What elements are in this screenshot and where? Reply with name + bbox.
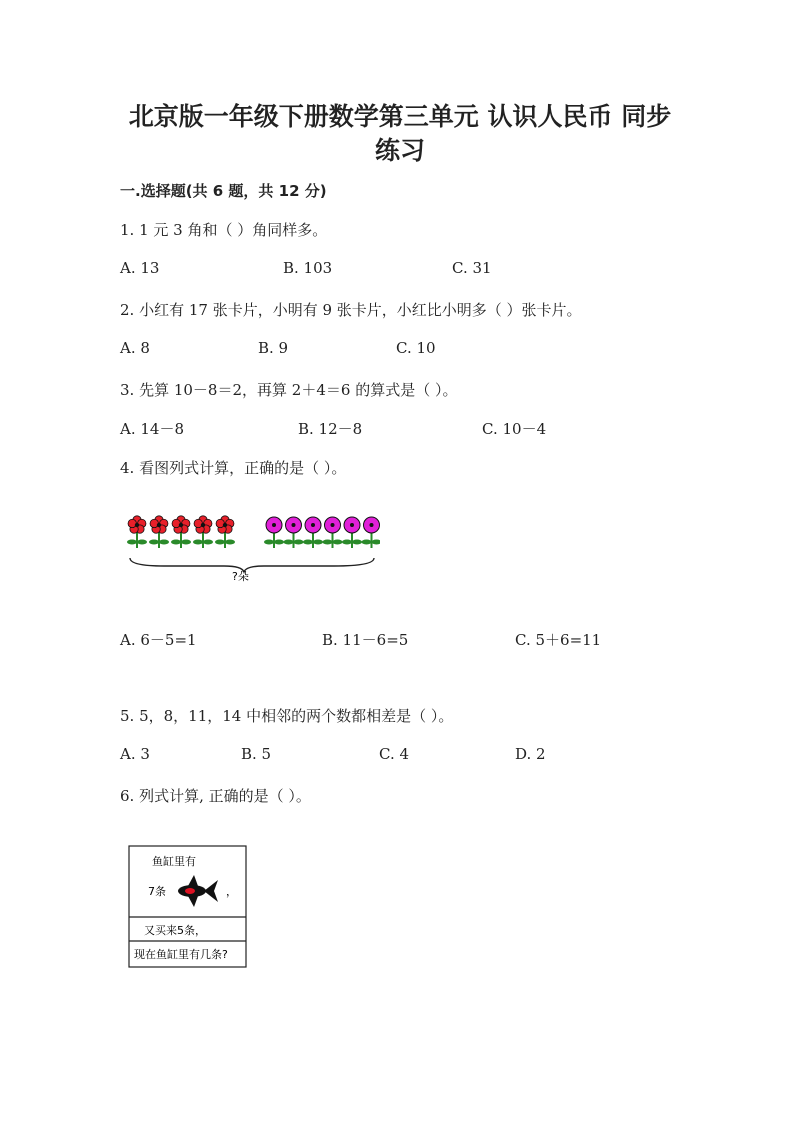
question-3-option-b[interactable]: B. 12－8	[298, 420, 363, 438]
card-line-2-prefix: 7条	[148, 885, 166, 898]
question-3-option-a[interactable]: A. 14－8	[120, 420, 184, 438]
question-3-option-c[interactable]: C. 10－4	[482, 420, 547, 438]
purple-flower	[284, 517, 304, 548]
flower-picture	[124, 512, 380, 590]
question-5-option-d[interactable]: D. 2	[515, 745, 546, 763]
question-2-option-a[interactable]: A. 8	[120, 339, 150, 357]
purple-flower	[342, 517, 362, 548]
question-1-stem: 1. 1 元 3 角和（ ）角同样多。	[120, 221, 328, 239]
purple-flower	[362, 517, 381, 548]
brace-label: ?朵	[232, 570, 249, 583]
card-line-4: 现在鱼缸里有几条?	[134, 948, 228, 961]
question-3-stem: 3. 先算 10－8＝2，再算 2＋4＝6 的算式是（ ）。	[120, 381, 458, 399]
question-4-stem: 4. 看图列式计算，正确的是（ ）。	[120, 459, 347, 477]
question-4-option-b[interactable]: B. 11－6=5	[322, 631, 409, 649]
red-flower	[171, 516, 191, 548]
red-flower	[215, 516, 235, 548]
red-flower	[127, 516, 147, 548]
card-line-3: 又买来5条，	[144, 924, 206, 937]
red-flower	[193, 516, 213, 548]
question-5-option-b[interactable]: B. 5	[241, 745, 272, 763]
question-1-option-a[interactable]: A. 13	[120, 259, 160, 277]
question-2-option-b[interactable]: B. 9	[258, 339, 289, 357]
question-1-option-c[interactable]: C. 31	[452, 259, 492, 277]
purple-flower	[323, 517, 343, 548]
question-4-option-c[interactable]: C. 5＋6=11	[515, 631, 602, 649]
page-title-line-1: 北京版一年级下册数学第三单元 认识人民币 同步	[128, 102, 672, 131]
card-line-2-suffix: ，	[226, 885, 237, 898]
question-1-option-b[interactable]: B. 103	[283, 259, 333, 277]
page-title-line-2: 练习	[374, 136, 425, 165]
question-4-option-a[interactable]: A. 6－5=1	[120, 631, 197, 649]
fish-tank-card	[128, 845, 248, 969]
red-flower	[149, 516, 169, 548]
question-5-option-c[interactable]: C. 4	[379, 745, 410, 763]
section-heading: 一.选择题(共 6 题，共 12 分)	[120, 182, 327, 200]
question-2-option-c[interactable]: C. 10	[396, 339, 436, 357]
card-line-1: 鱼缸里有	[152, 855, 196, 868]
brace	[130, 558, 374, 572]
question-2-stem: 2. 小红有 17 张卡片，小明有 9 张卡片，小红比小明多（ ）张卡片。	[120, 301, 582, 319]
question-5-option-a[interactable]: A. 3	[120, 745, 150, 763]
purple-flower	[264, 517, 284, 548]
purple-flower	[303, 517, 323, 548]
question-5-stem: 5. 5，8，11，14 中相邻的两个数都相差是（ ）。	[120, 707, 454, 725]
question-6-stem: 6. 列式计算, 正确的是（ ）。	[120, 787, 311, 805]
